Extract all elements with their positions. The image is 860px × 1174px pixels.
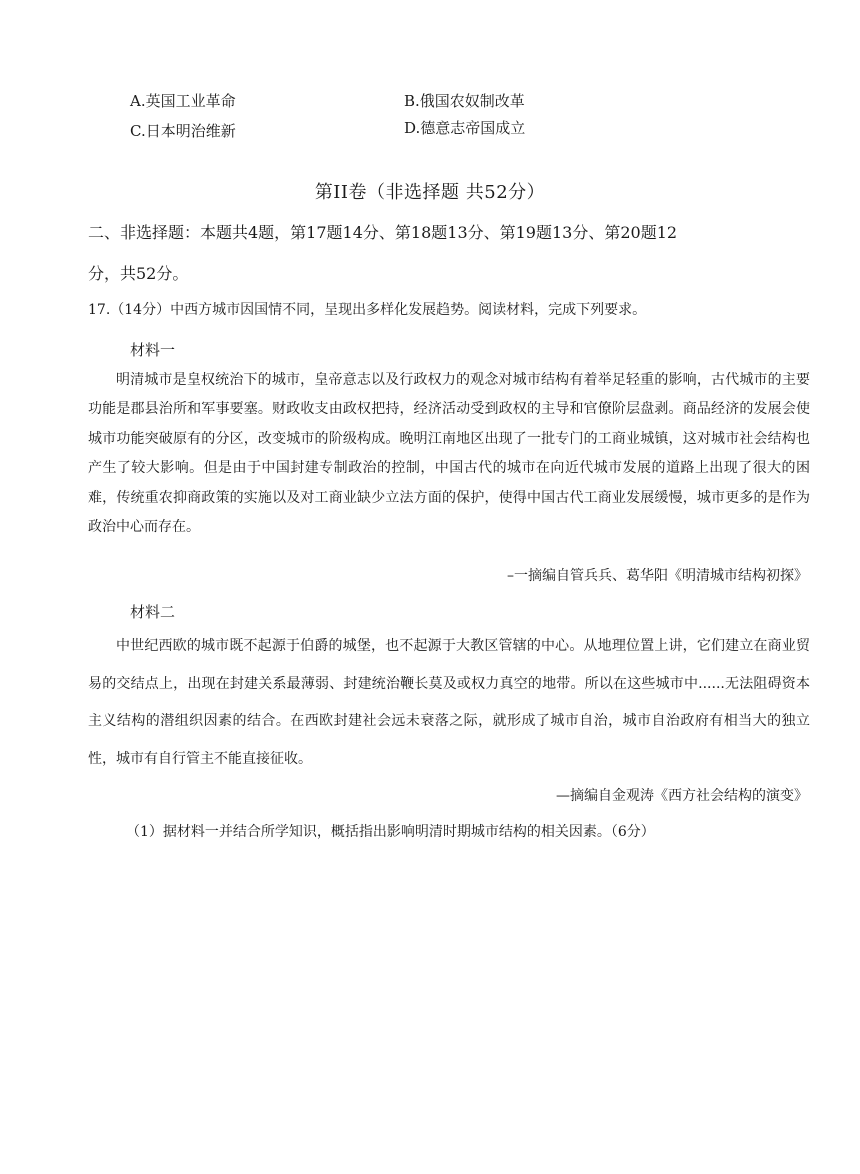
question-17-stem: 17.（14分）中西方城市因国情不同，呈现出多样化发展趋势。阅读材料，完成下列要求。 xyxy=(88,302,647,318)
option-a: A.英国工业革命 xyxy=(130,92,236,110)
sub-question-1: （1）据材料一并结合所学知识，概括指出影响明清时期城市结构的相关因素。（6分） xyxy=(126,824,655,840)
option-c: C.日本明治维新 xyxy=(130,122,236,140)
material-1-source: –一摘编自管兵兵、葛华阳《明清城市结构初探》 xyxy=(507,568,808,584)
section-two-line2: 分，共52分。 xyxy=(88,264,189,283)
material-1-text: 明清城市是皇权统治下的城市，皇帝意志以及行政权力的观念对城市结构有着举足轻重的影响，古代城市的主要功能是郡县治所和军事要塞。财政收支由政权把持，经济活动受到政权的主导和官僚阶层盘剥。商品经济的发展会使城市功能突破原有的分区，改变城市的阶级构成。晚明江南地区出现了一批专门的工商业城镇，这对城市社会结构也产生了较大影响。但是由于中国封建专制政治的控制，中国古代的城市在向近代城市发展的道路上出现了很大的困难，传统重农抑商政策的实施以及对工商业缺少立法方面的保护，使得中国古代工商业发展缓慢，城市更多的是作为政治中心而存在。 xyxy=(88,372,810,536)
section-two-line1: 二、非选择题：本题共4题，第17题14分、第18题13分、第19题13分、第20题12 xyxy=(88,223,678,242)
material-2-text: 中世纪西欧的城市既不起源于伯爵的城堡，也不起源于大教区管辖的中心。从地理位置上讲，它们建立在商业贸易的交结点上，出现在封建关系最薄弱、封建统治鞭长莫及或权力真空的地带。所以在这些城市中......无法阻碍资本主义结构的潜组织因素的结合。在西欧封建社会远未衰落之际，就形成了城市自治，城市自治政府有相当大的独立性，城市有自行管主不能直接征收。 xyxy=(88,638,810,767)
material-1-label: 材料一 xyxy=(130,341,176,359)
material-2-label: 材料二 xyxy=(130,603,176,621)
option-b: B.俄国农奴制改革 xyxy=(404,92,525,110)
section-title: 第II卷（非选择题 共52分） xyxy=(314,182,546,203)
material-2-source: —摘编自金观涛《西方社会结构的演变》 xyxy=(556,788,808,804)
option-d: D.德意志帝国成立 xyxy=(404,119,526,137)
